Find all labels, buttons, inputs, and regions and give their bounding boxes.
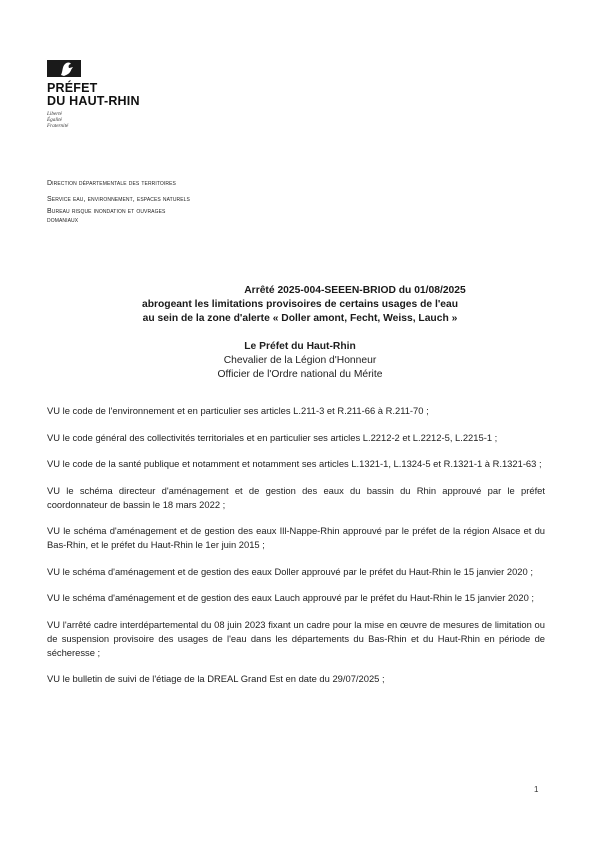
motto-liberte: Liberté [47,111,62,117]
service-header [47,176,307,225]
visa-item: VU l'arrêté cadre interdépartemental du 08 juin 2023 fixant un cadre pour la mise en œuvre de mesures de limitation ou de suspension provisoire des usages de l'eau dans les départements du Bas-Rhin et du Haut-Rhin en période de sécheresse ; [47,618,545,658]
visas-list [47,404,545,699]
prefecture-logo [47,60,167,129]
visa-item: VU le bulletin de suivi de l'étiage de la DREAL Grand Est en date du 29/07/2025 ; [47,673,385,684]
prefet-honor-1: Chevalier de la Légion d'Honneur [223,355,377,366]
arrete-title-line3: au sein de la zone d'alerte « Doller amont, Fecht, Weiss, Lauch » [142,313,458,324]
visa-item: VU le schéma d'aménagement et de gestion des eaux Lauch approuvé par le préfet du Haut-Rhin le 15 janvier 2020 ; [47,592,534,603]
page-number: 1 [534,785,539,794]
visa-item: VU le code général des collectivités territoriales et en particulier ses articles L.2212-2 et L.2212-5, L.2215-1 ; [47,431,498,443]
motto-egalite: Égalité [47,117,62,123]
visa-item: VU le schéma directeur d'aménagement et de gestion des eaux du bassin du Rhin approuvé par le préfet coordonnateur de bassin le 18 mars 2022 ; [47,484,545,510]
prefecture-line2: DU HAUT-RHIN [47,94,140,108]
prefet-name: Le Préfet du Haut-Rhin [244,341,356,352]
arrete-title-line2: abrogeant les limitations provisoires de certains usages de l'eau [141,299,459,310]
republic-motto [47,111,167,129]
visa-item: VU le schéma d'aménagement et de gestion des eaux Doller approuvé par le préfet du Haut-Rhin le 15 janvier 2020 ; [47,565,533,577]
visa-item: VU le code de l'environnement et en particulier ses articles L.211-3 et R.211-66 à R.211-70 ; [47,405,429,416]
prefet-signatory [60,340,540,381]
service-direction: Direction départementale des territoires [47,180,176,187]
service-bureau-cont: domaniaux [47,217,79,224]
motto-fraternite: Fraternité [47,123,69,129]
prefecture-name [47,82,167,108]
prefet-honor-2: Officier de l'Ordre national du Mérite [217,368,383,380]
visa-item: VU le code de la santé publique et notamment et notamment ses articles L.1321-1, L.1324-5 et R.1321-1 à R.1321-63 ; [47,458,542,469]
marianne-emblem-icon [47,60,81,77]
service-eau: Service eau, environnement, espaces naturels [47,195,190,203]
visa-item: VU le schéma d'aménagement et de gestion des eaux Ill-Nappe-Rhin approuvé par le préfet de la région Alsace et du Bas-Rhin, et le préfet du Haut-Rhin le 1er juin 2015 ; [47,525,545,550]
arrete-title-line1: Arrêté 2025-004-SEEEN-BRIOD du 01/08/2025 [244,285,466,296]
arrete-title [60,284,540,326]
prefecture-line1: PRÉFET [47,81,98,95]
service-bureau: Bureau risque inondation et ouvrages [47,208,166,215]
